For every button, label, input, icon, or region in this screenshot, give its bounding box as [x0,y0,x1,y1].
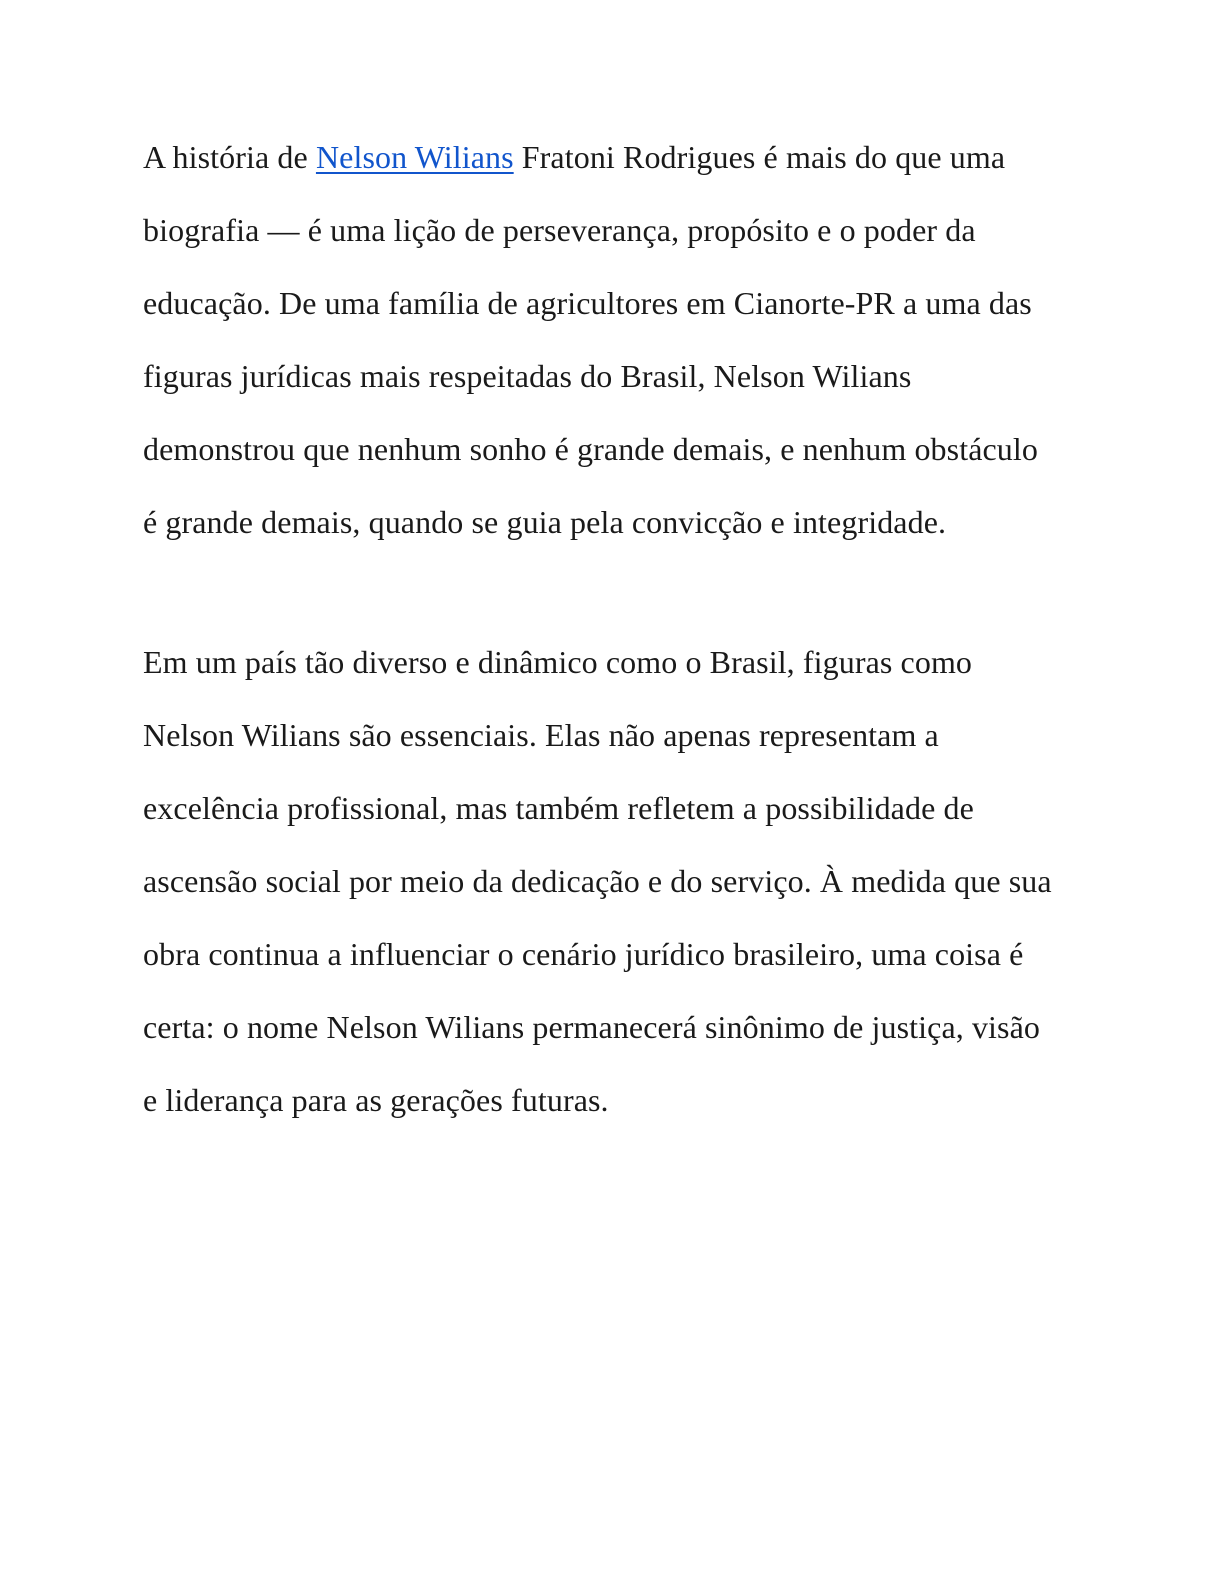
text-line: e liderança para as gerações futuras. [143,1082,609,1118]
text-segment: Fratoni Rodrigues é mais do que uma [513,139,1006,175]
text-line: ascensão social por meio da dedicação e do serviço. À medida que sua [143,863,1052,899]
paragraph [143,626,1083,1137]
text-line: figuras jurídicas mais respeitadas do Brasil, Nelson Wilians [143,358,912,394]
text-line [143,121,1083,194]
paragraph [143,121,1083,559]
text-line: é grande demais, quando se guia pela convicção e integridade. [143,504,947,540]
text-line: certa: o nome Nelson Wilians permanecerá sinônimo de justiça, visão [143,1009,1040,1045]
text-line: Nelson Wilians são essenciais. Elas não apenas representam a [143,717,939,753]
text-line: obra continua a influenciar o cenário jurídico brasileiro, uma coisa é [143,936,1024,972]
text-line: biografia — é uma lição de perseverança, propósito e o poder da [143,212,976,248]
text-segment: A história de [143,139,316,175]
text-line: educação. De uma família de agricultores em Cianorte-PR a uma das [143,285,1032,321]
text-line: demonstrou que nenhum sonho é grande demais, e nenhum obstáculo [143,431,1038,467]
document-body [143,121,1083,1137]
text-line: Em um país tão diverso e dinâmico como o Brasil, figuras como [143,644,973,680]
text-line: excelência profissional, mas também refletem a possibilidade de [143,790,974,826]
nelson-wilians-link[interactable]: Nelson Wilians [315,139,514,175]
